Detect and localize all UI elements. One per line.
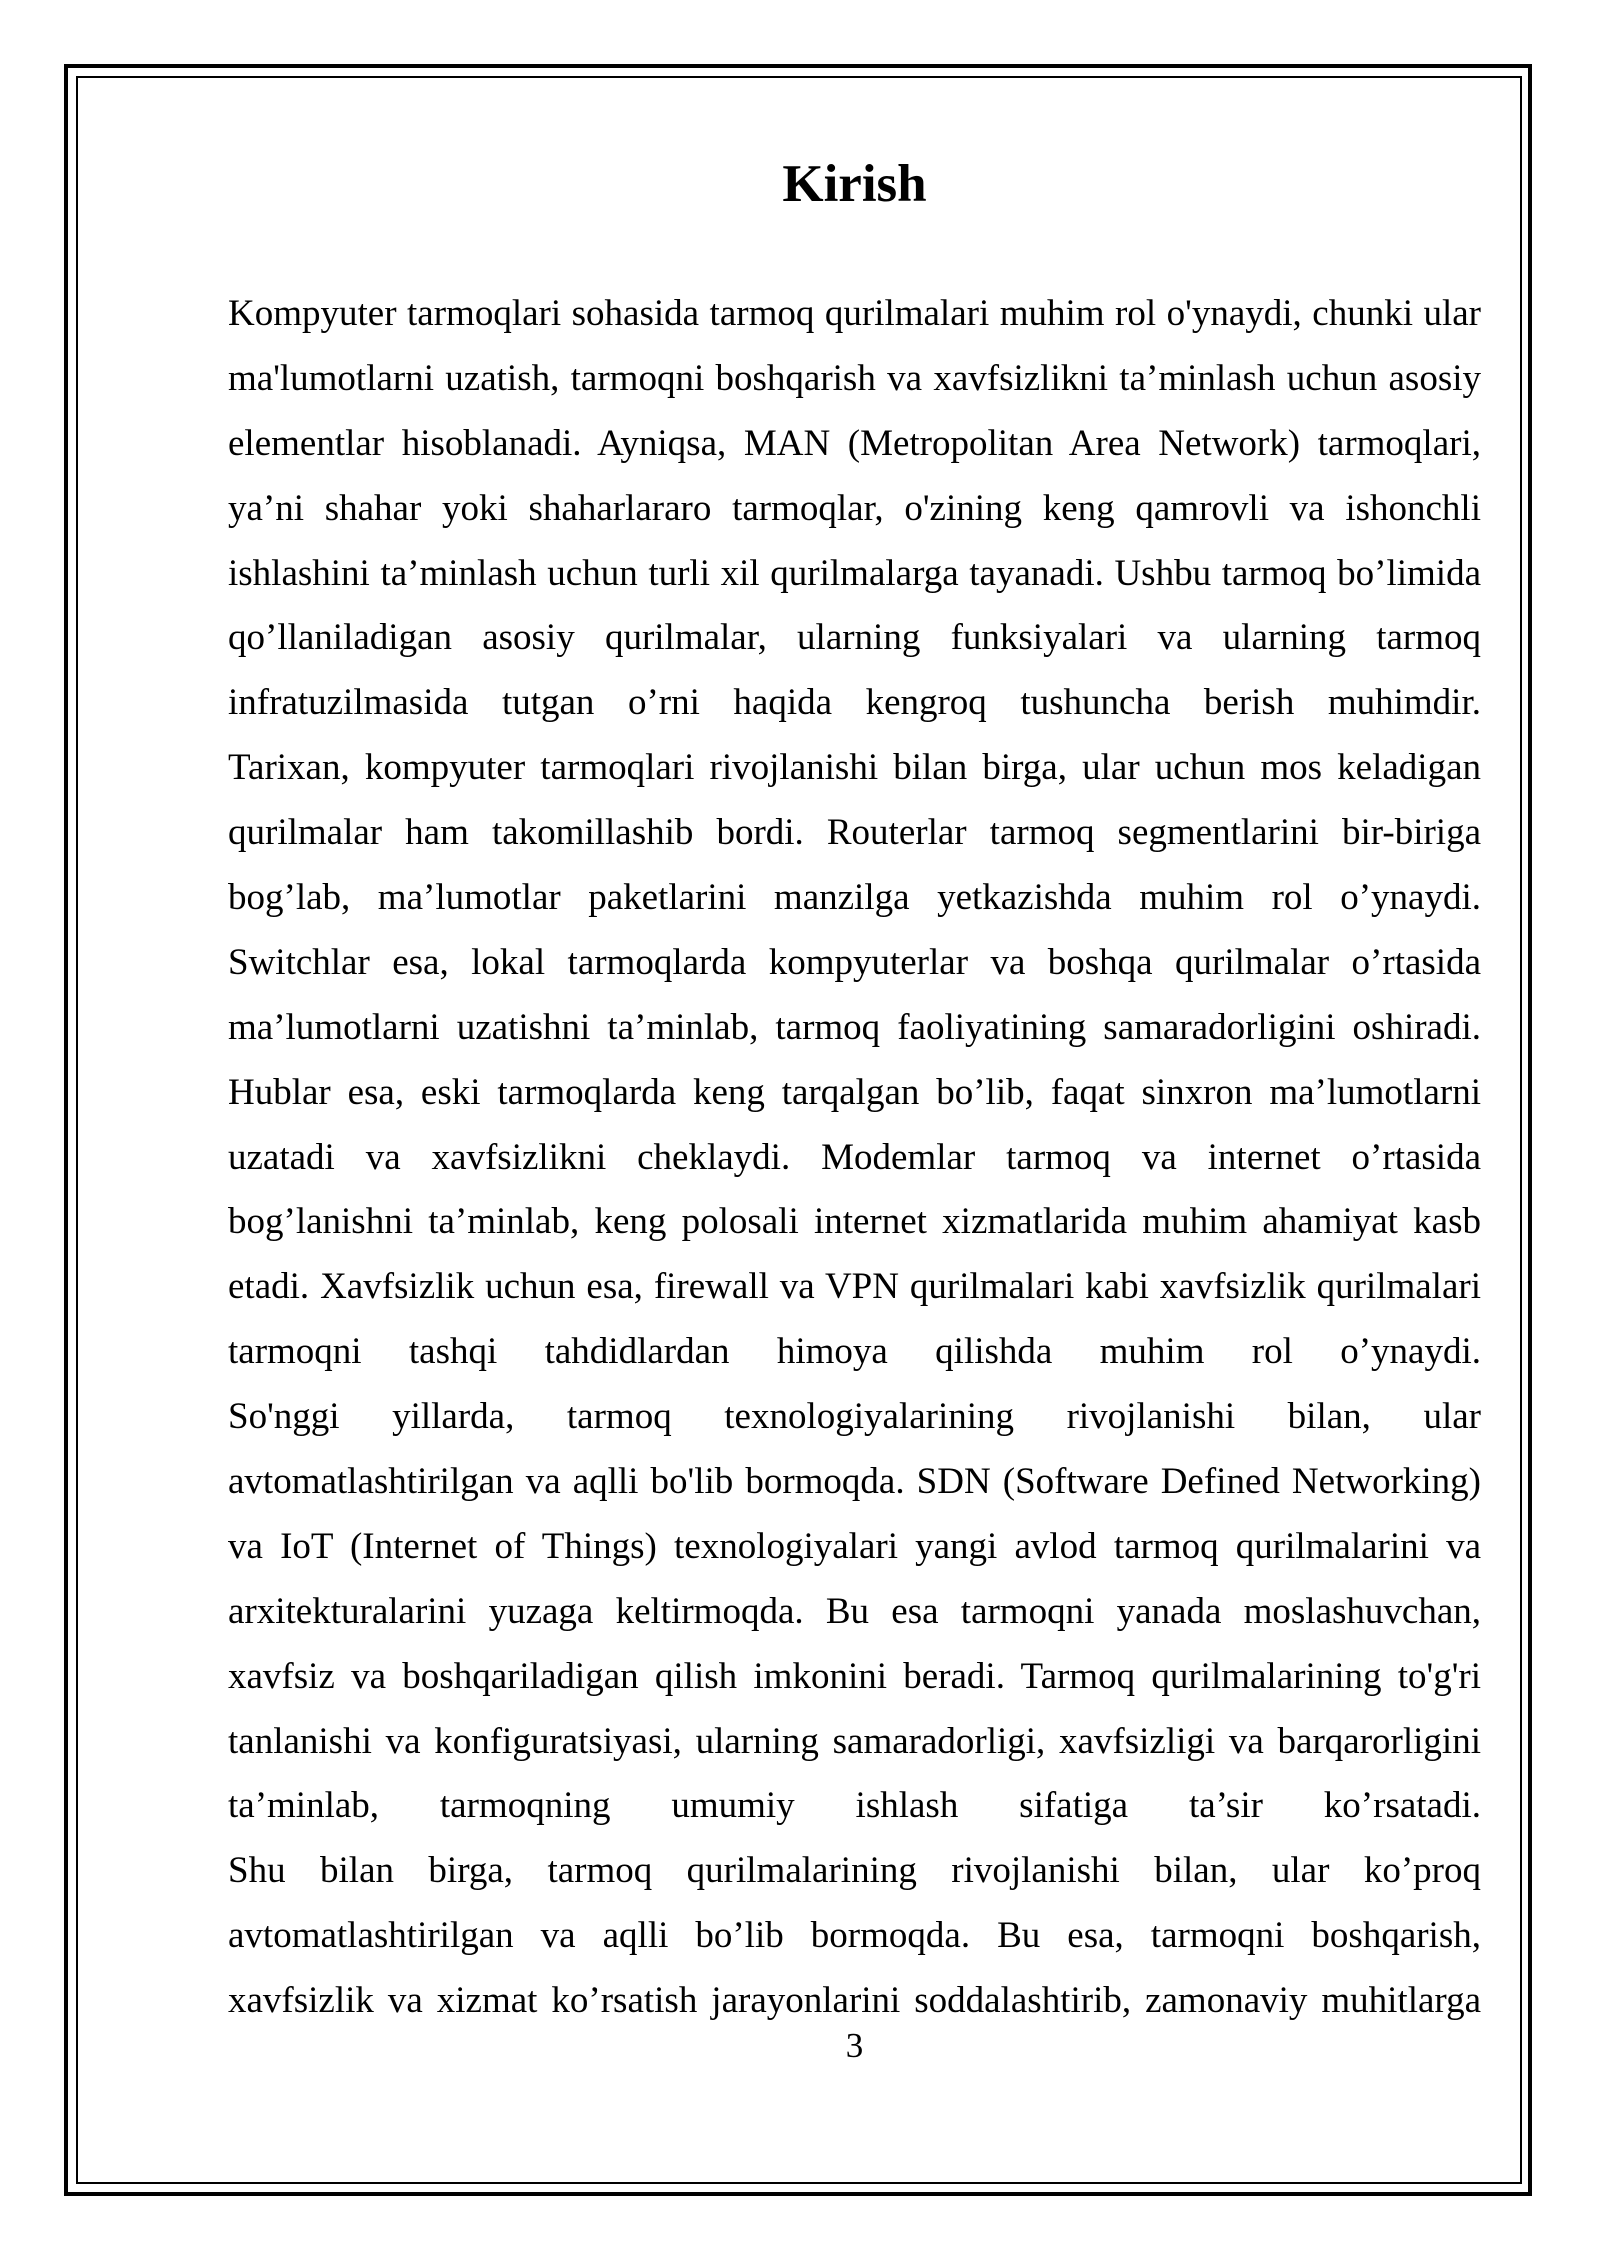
body-line: infratuzilmasida tutgan o’rni haqida kengroq tushuncha berish muhimdir.	[228, 682, 1481, 724]
body-line: ma'lumotlarni uzatish, tarmoqni boshqarish va xavfsizlikni ta’minlash uchun asosiy	[228, 357, 1481, 399]
body-line: avtomatlashtirilgan va aqlli bo'lib bormoqda. SDN (Software Defined Networking)	[228, 1461, 1481, 1503]
body-line: qurilmalar ham takomillashib bordi. Routerlar tarmoq segmentlarini bir-biriga	[228, 812, 1481, 854]
body-line: bog’lab, ma’lumotlar paketlarini manzilga yetkazishda muhim rol o’ynaydi.	[228, 877, 1481, 919]
body-line: va IoT (Internet of Things) texnologiyalari yangi avlod tarmoq qurilmalarini va	[228, 1525, 1481, 1567]
body-line: Shu bilan birga, tarmoq qurilmalarining rivojlanishi bilan, ular ko’proq	[228, 1850, 1481, 1892]
body-line: xavfsiz va boshqariladigan qilish imkonini beradi. Tarmoq qurilmalarining to'g'ri	[228, 1655, 1481, 1697]
body-line: tarmoqni tashqi tahdidlardan himoya qilishda muhim rol o’ynaydi.	[228, 1331, 1481, 1373]
body-line: tanlanishi va konfiguratsiyasi, ularning samaradorligi, xavfsizligi va barqarorligini	[228, 1720, 1481, 1762]
body-line: avtomatlashtirilgan va aqlli bo’lib bormoqda. Bu esa, tarmoqni boshqarish,	[228, 1915, 1481, 1957]
page-number: 3	[845, 2026, 864, 2065]
body-line: elementlar hisoblanadi. Ayniqsa, MAN (Metropolitan Area Network) tarmoqlari,	[228, 422, 1481, 464]
body-line: Hublar esa, eski tarmoqlarda keng tarqalgan bo’lib, faqat sinxron ma’lumotlarni	[228, 1071, 1481, 1113]
body-line: Kompyuter tarmoqlari sohasida tarmoq qurilmalari muhim rol o'ynaydi, chunki ular	[228, 293, 1481, 334]
body-line: ishlashini ta’minlash uchun turli xil qurilmalarga tayanadi. Ushbu tarmoq bo’limida	[228, 552, 1481, 594]
body-line: So'nggi yillarda, tarmoq texnologiyalarining rivojlanishi bilan, ular	[228, 1396, 1481, 1438]
body-line: Tarixan, kompyuter tarmoqlari rivojlanishi bilan birga, ular uchun mos keladigan	[228, 747, 1481, 789]
body-line: qo’llaniladigan asosiy qurilmalar, ularning funksiyalari va ularning tarmoq	[228, 617, 1481, 659]
page-title: Kirish	[782, 155, 927, 213]
body-line: ya’ni shahar yoki shaharlararo tarmoqlar, o'zining keng qamrovli va ishonchli	[228, 487, 1481, 529]
body-line: ta’minlab, tarmoqning umumiy ishlash sifatiga ta’sir ko’rsatadi.	[228, 1785, 1481, 1827]
body-line: bog’lanishni ta’minlab, keng polosali internet xizmatlarida muhim ahamiyat kasb	[228, 1201, 1481, 1243]
body-line: uzatadi va xavfsizlikni cheklaydi. Modemlar tarmoq va internet o’rtasida	[228, 1136, 1481, 1178]
body-line: xavfsizlik va xizmat ko’rsatish jarayonlarini soddalashtirib, zamonaviy muhitlarga	[228, 1980, 1481, 2022]
body-line: Switchlar esa, lokal tarmoqlarda kompyuterlar va boshqa qurilmalar o’rtasida	[228, 941, 1481, 983]
body-line: arxitekturalarini yuzaga keltirmoqda. Bu esa tarmoqni yanada moslashuvchan,	[228, 1590, 1481, 1632]
body-line: ma’lumotlarni uzatishni ta’minlab, tarmoq faoliyatining samaradorligini oshiradi.	[228, 1006, 1481, 1048]
body-paragraph	[228, 282, 1481, 2034]
body-line: etadi. Xavfsizlik uchun esa, firewall va VPN qurilmalari kabi xavfsizlik qurilmalari	[228, 1266, 1481, 1308]
